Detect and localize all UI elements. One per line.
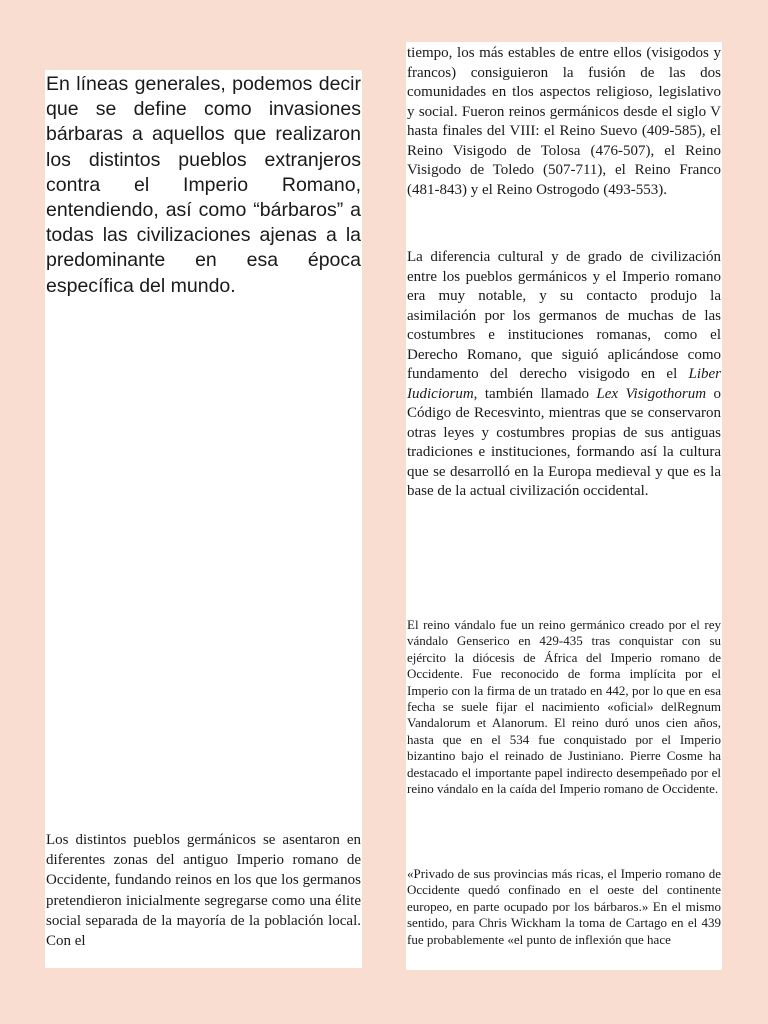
quote-paragraph: «Privado de sus provincias más ricas, el Imperio romano de Occidente quedó confinado en el oeste del continente europeo, en parte ocupado por los bárbaros.» En el mismo sentido, para Chris Wickham la toma de Cartago en el 439 fue probablemente «el punto de inflexión que hace bbox=[407, 866, 721, 947]
liber-iudiciorum-term: Liber Iudiciorum bbox=[407, 366, 721, 402]
lex-visigothorum-term: Lex Visigothorum bbox=[596, 385, 707, 402]
vandal-kingdom-paragraph: El reino vándalo fue un reino germánico creado por el rey vándalo Genserico en 429-435 tras conquistar con su ejército la diócesis de África del Imperio romano de Occidente. Fue reconocido de forma implícita por el Imperio con la firma de un tratado en 442, por lo que en esa fecha se suele fijar el nacimiento «oficial» delRegnum Vandalorum et Alanorum. El reino duró unos cien años, hasta que en el 534 fue conquistado por el Imperio bizantino bajo el reinado de Justiniano. Pierre Cosme ha destacado el importante papel indirecto desempeñado por el reino vándalo en la caída del Imperio romano de Occidente. bbox=[407, 617, 721, 797]
cultural-text-2: , también llamado bbox=[473, 385, 597, 402]
kingdoms-paragraph: tiempo, los más estables de entre ellos (visigodos y francos) consiguieron la fusión de las dos comunidades en tlos aspectos religioso, legislativo y social. Fueron reinos germánicos desde el siglo V hasta finales del VIII: el Reino Suevo (409-585), el Reino Visigodo de Tolosa (476-507), el Reino Visigodo de Toledo (507-711), el Reino Franco (481-843) y el Reino Ostrogodo (493-553). bbox=[407, 45, 721, 198]
intro-paragraph: En líneas generales, podemos decir que se define como invasiones bárbaras a aquellos que realizaron los distintos pueblos extranjeros contra el Imperio Romano, entendiendo, así como “bárbaros” a todas las civilizaciones ajenas a la predominante en esa época específica del mundo. bbox=[46, 73, 361, 297]
cultural-difference-paragraph bbox=[407, 248, 721, 502]
cultural-text-1: La diferencia cultural y de grado de civilización entre los pueblos germánicos y el Imperio romano era muy notable, y su contacto produjo la asimilación por los germanos de muchas de las costumbres e instituciones romanas, como el Derecho Romano, que siguió aplicándose como fundamento del derecho visigodo en el bbox=[407, 249, 721, 382]
cultural-text-3: o Código de Recesvinto, mientras que se conservaron otras leyes y costumbres propias de sus antiguas tradiciones e instituciones, formando así la cultura que se desarrolló en la Europa medieval y que es la base de la actual civilización occidental. bbox=[407, 385, 722, 499]
germanic-peoples-paragraph: Los distintos pueblos germánicos se asentaron en diferentes zonas del antiguo Imperio romano de Occidente, fundando reinos en los que los germanos pretendieron inicialmente segregarse como una élite social separada de la mayoría de la población local. Con el bbox=[46, 832, 361, 950]
